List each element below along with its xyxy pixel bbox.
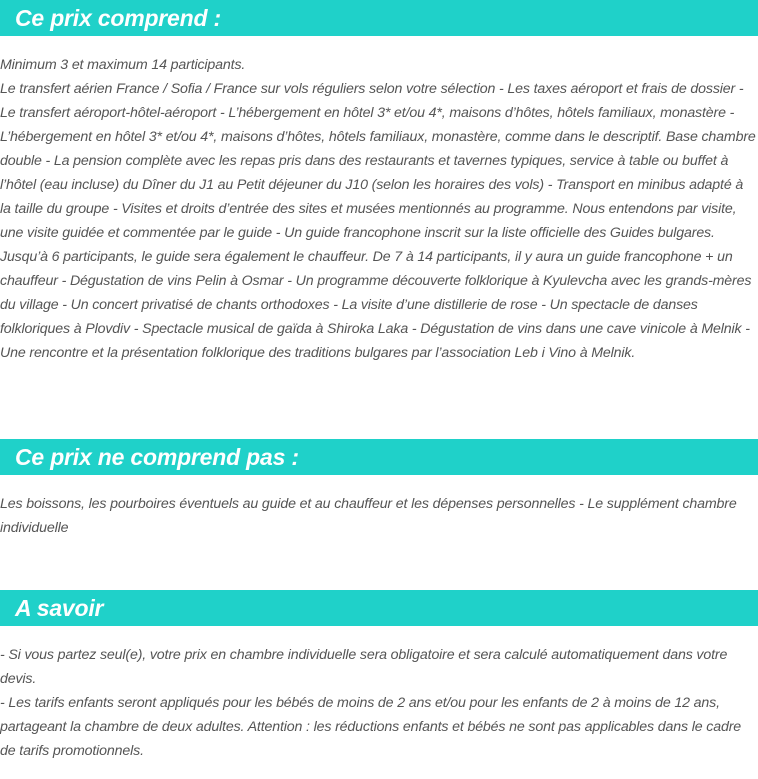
child-rates-paragraph: - Les tarifs enfants seront appliqués pour les bébés de moins de 2 ans et/ou pour les enfants de 2 à moins de 12 ans, partageant la chambre de deux adultes. Attention : les réductions enfants et bébés ne sont pas applicables dans le cadre de tarifs promotionnels. xyxy=(0,695,742,759)
section-heading-good-to-know: A savoir xyxy=(0,590,758,626)
section-body-price-excludes xyxy=(0,492,756,540)
section-heading-price-excludes: Ce prix ne comprend pas : xyxy=(0,439,758,475)
section-heading-price-includes: Ce prix comprend : xyxy=(0,0,758,36)
participants-paragraph: Minimum 3 et maximum 14 participants. xyxy=(0,57,246,73)
section-body-good-to-know xyxy=(0,643,756,763)
inclusions-paragraph: Le transfert aérien France / Sofia / France sur vols réguliers selon votre sélection - Les taxes aéroport et frais de dossier - Le transfert aéroport-hôtel-aéroport - L’hébergement en hôtel 3* et/ou 4*, maisons d’hôtes, hôtels familiaux, monastère - L’hébergement en hôtel 3* et/ou 4*, maisons d’hôtes, hôtels familiaux, monastère, comme dans le descriptif. Base chambre double - La pension complète avec les repas pris dans des restaurants et tavernes typiques, service à table ou buffet à l’hôtel (eau incluse) du Dîner du J1 au Petit déjeuner du J10 (selon les horaires des vols) - Transport en minibus adapté à la taille du groupe - Visites et droits d’entrée des sites et musées mentionnés au programme. Nous entendons par visite, une visite guidée et commentée par le guide - Un guide francophone inscrit sur la liste officielle des Guides bulgares. Jusqu’à 6 participants, le guide sera également le chauffeur. De 7 à 14 participants, il y aura un guide francophone + un chauffeur - Dégustation de vins Pelin à Osmar - Un programme découverte folklorique à Kyulevcha avec les grands-mères du village - Un concert privatisé de chants orthodoxes - La visite d’une distillerie de rose - Un spectacle de danses folkloriques à Plovdiv - Spectacle musical de gaïda à Shiroka Laka - Dégustation de vins dans une cave vinicole à Melnik - Une rencontre et la présentation folklorique des traditions bulgares par l’association Leb i Vino à Melnik. xyxy=(0,81,756,361)
single-room-paragraph: - Si vous partez seul(e), votre prix en chambre individuelle sera obligatoire et sera calculé automatiquement dans votre devis. xyxy=(0,647,728,687)
section-body-price-includes xyxy=(0,53,756,365)
exclusions-paragraph: Les boissons, les pourboires éventuels au guide et au chauffeur et les dépenses personnelles - Le supplément chambre individuelle xyxy=(0,496,737,536)
